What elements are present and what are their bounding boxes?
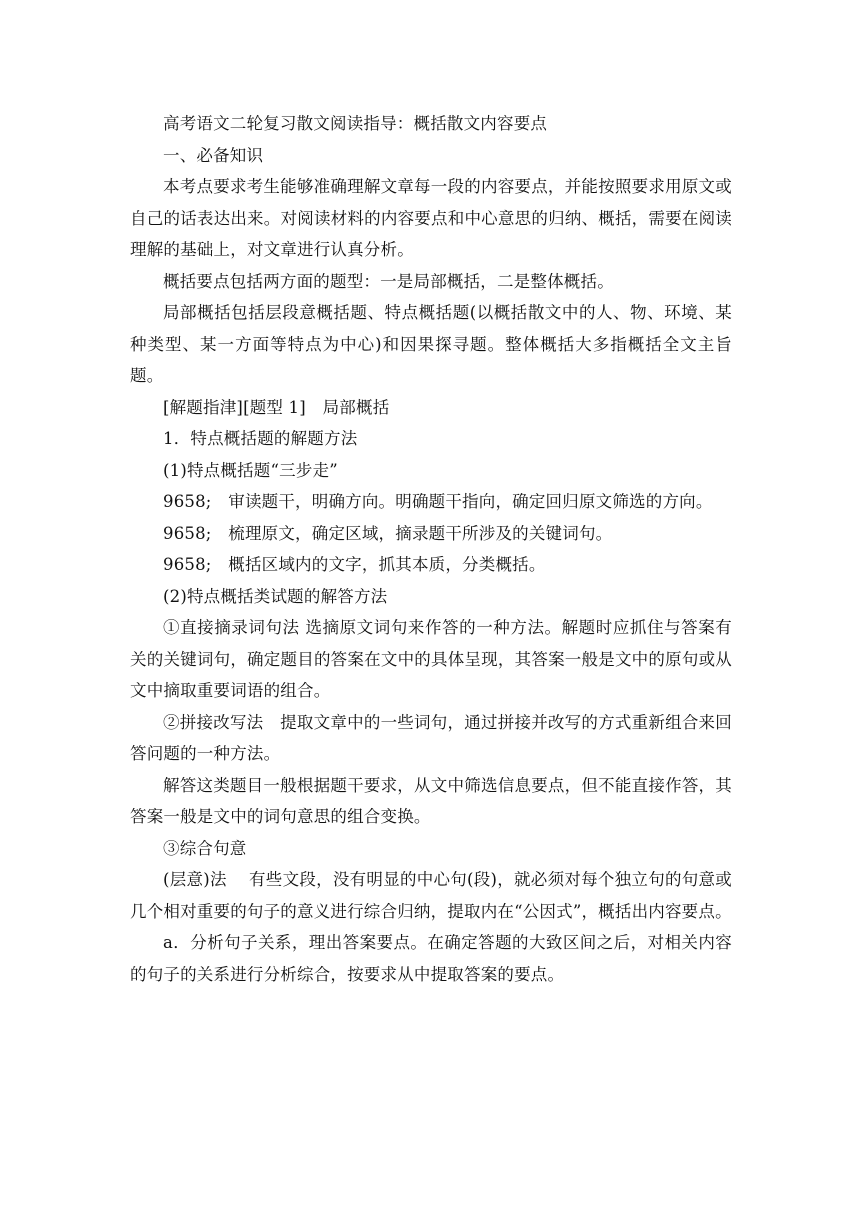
method-direct-extract: ①直接摘录词句法 选摘原文词句来作答的一种方法。解题时应抓住与答案有关的关键词句，确定题目的答案在文中的具体呈现，其答案一般是文中的原句或从文中摘取重要词语的组合。 <box>130 618 732 700</box>
step-item-1: 9658; 审读题干，明确方向。明确题干指向，确定回归原文筛选的方向。 <box>163 492 713 511</box>
paragraph-requirement: 本考点要求考生能够准确理解文章每一段的内容要点，并能按照要求用原文或自己的话表达出来。对阅读材料的内容要点和中心意思的归纳、概括，需要在阅读理解的基础上，对文章进行认真分析。 <box>130 177 732 259</box>
document-title: 高考语文二轮复习散文阅读指导：概括散文内容要点 <box>163 114 548 133</box>
paragraph-analyze-sentences: a．分析句子关系，理出答案要点。在确定答题的大致区间之后，对相关内容的句子的关系进行分析综合，按要求从中提取答案的要点。 <box>130 933 732 984</box>
paragraph-answer-note: 解答这类题目一般根据题干要求，从文中筛选信息要点，但不能直接作答，其答案一般是文中的词句意思的组合变换。 <box>130 775 732 826</box>
paragraph-layer-meaning: (层意)法 有些文段，没有明显的中心句(段)，就必须对每个独立句的句意或几个相对重要的句子的意义进行综合归纳，提取内在“公因式”，概括出内容要点。 <box>130 870 732 921</box>
subsection-heading-feature: 1．特点概括题的解题方法 <box>163 429 358 448</box>
section-heading-knowledge: 一、必备知识 <box>163 145 264 165</box>
subsection-heading-three-steps: (1)特点概括题“三步走” <box>163 460 338 480</box>
document-page <box>130 108 732 990</box>
subsection-heading-answer-methods: (2)特点概括类试题的解答方法 <box>163 586 388 606</box>
method-splice-rewrite: ②拼接改写法 提取文章中的一些词句，通过拼接并改写的方式重新组合来回答问题的一种方法。 <box>130 712 732 763</box>
step-item-2: 9658; 梳理原文，确定区域，摘录题干所涉及的关键词句。 <box>163 523 613 543</box>
paragraph-question-types: 概括要点包括两方面的题型：一是局部概括，二是整体概括。 <box>163 271 614 291</box>
paragraph-local-summary: 局部概括包括层段意概括题、特点概括题(以概括散文中的人、物、环境、某种类型、某一方面等特点为中心)和因果探寻题。整体概括大多指概括全文主旨题。 <box>130 303 732 385</box>
method-synthesis-heading: ③综合句意 <box>163 838 247 858</box>
step-item-3: 9658; 概括区域内的文字，抓其本质，分类概括。 <box>163 555 546 574</box>
rule-heading: [解题指津][题型 1] 局部概括 <box>163 397 390 417</box>
